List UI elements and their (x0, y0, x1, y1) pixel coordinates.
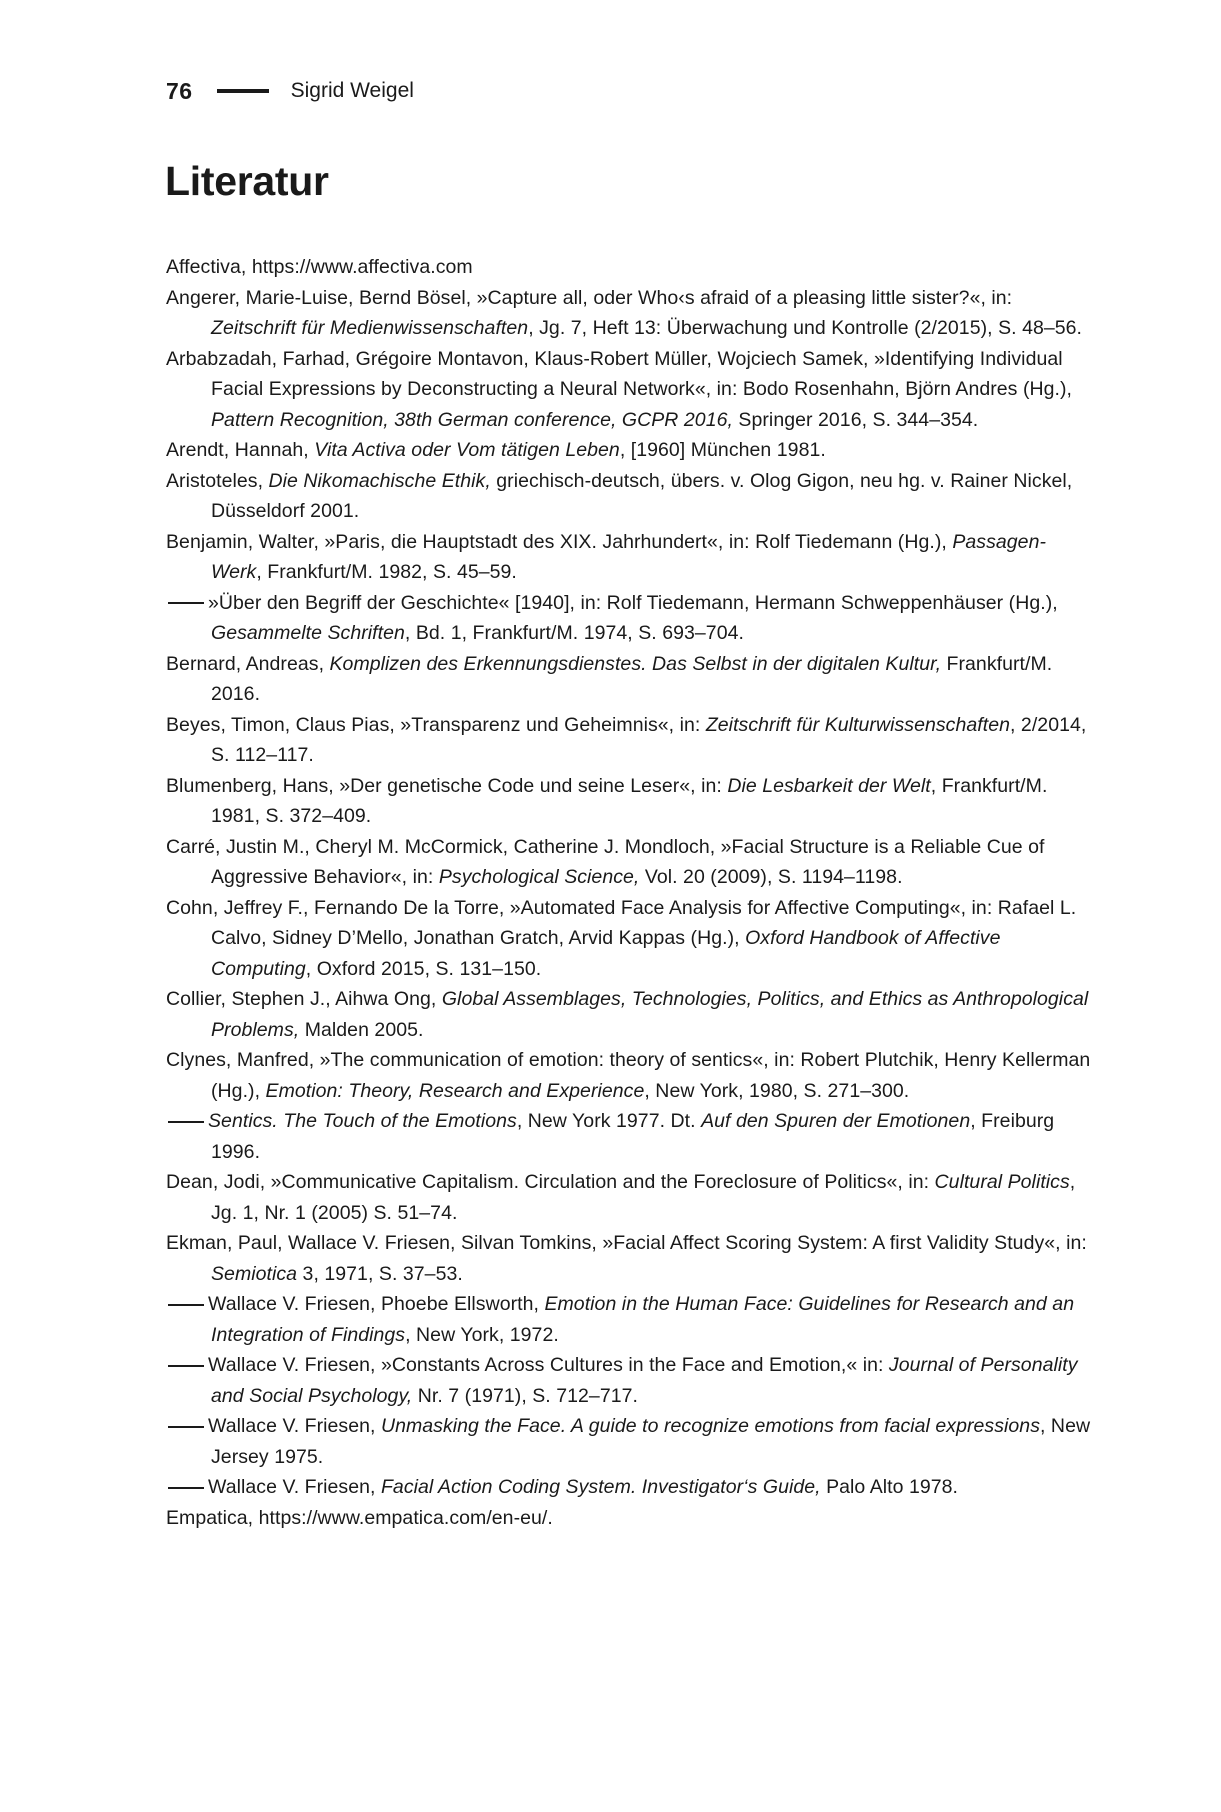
bibliography-entry (166, 1228, 1091, 1289)
entry-title-italic: Auf den Spuren der Emotionen (701, 1110, 971, 1132)
entry-text: Malden 2005. (299, 1018, 424, 1041)
running-header-author: Sigrid Weigel (290, 79, 414, 102)
entry-title-italic: Zeitschrift für Medienwissenschaften (211, 317, 529, 339)
entry-text: Springer 2016, S. 344–354. (732, 408, 979, 431)
entry-title-italic: Sentics. The Touch of the Emotions (208, 1110, 517, 1132)
bibliography-entry (166, 1503, 1091, 1534)
running-header (166, 74, 414, 108)
entry-title-italic: Emotion: Theory, Research and Experience (265, 1079, 645, 1102)
entry-title-italic: Unmasking the Face. A guide to recognize emotions from facial expressions (380, 1415, 1040, 1437)
entry-text: Wallace V. Friesen, »Constants Across Cultures in the Face and Emotion,« in: (208, 1354, 889, 1376)
entry-text: Benjamin, Walter, »Paris, die Hauptstadt des XIX. Jahrhundert«, in: Rolf Tiedemann (Hg.), (166, 530, 953, 553)
entry-text: »Über den Begriff der Geschichte« [1940], in: Rolf Tiedemann, Hermann Schweppenhäuser (Hg.), (208, 591, 1058, 614)
entry-text: , Jg. 7, Heft 13: Überwachung und Kontrolle (2/2015), S. 48–56. (528, 317, 1083, 339)
entry-title-italic: Journal of Personality and Social Psychology, (211, 1354, 1078, 1407)
entry-text: Beyes, Timon, Claus Pias, »Transparenz und Geheimnis«, in: (166, 713, 706, 736)
bibliography-entry (166, 283, 1091, 344)
bibliography-entry (166, 1472, 1091, 1503)
entry-title-italic: Die Nikomachische Ethik, (268, 469, 491, 492)
entry-text: Wallace V. Friesen, (208, 1476, 381, 1498)
entry-text: Cohn, Jeffrey F., Fernando De la Torre, »Automated Face Analysis for Affective Computing«, in: Rafael L. Calvo, Sidney D’Mello, Jonathan Gratch, Arvid Kappas (Hg.), (166, 896, 1077, 949)
entry-title-italic: Komplizen des Erkennungsdienstes. Das Selbst in der digitalen Kultur, (329, 652, 942, 675)
entry-title-italic: Vita Activa oder Vom tätigen Leben (314, 439, 620, 461)
entry-text: , [1960] München 1981. (619, 439, 826, 461)
bibliography-entry (166, 588, 1091, 649)
entry-text: , Oxford 2015, S. 131–150. (305, 957, 542, 980)
bibliography-entry (166, 527, 1091, 588)
entry-text: Clynes, Manfred, »The communication of emotion: theory of sentics«, in: Robert Plutchik, Henry Kellerman (Hg.), (166, 1049, 1091, 1102)
bibliography-entry (166, 984, 1091, 1045)
repeat-author-dash (168, 602, 204, 604)
entry-text: Ekman, Paul, Wallace V. Friesen, Silvan Tomkins, »Facial Affect Scoring System: A first Validity Study«, in: (166, 1232, 1087, 1254)
entry-text: Wallace V. Friesen, Phoebe Ellsworth, (208, 1293, 545, 1315)
entry-title-italic: Passagen-Werk (211, 530, 1047, 583)
bibliography-list (166, 252, 1091, 1533)
bibliography-entry (166, 435, 1091, 466)
entry-text: Empatica, https://www.empatica.com/en-eu/. (166, 1506, 553, 1529)
entry-title-italic: Zeitschrift für Kulturwissenschaften (705, 713, 1010, 736)
entry-text: griechisch-deutsch, übers. v. Olog Gigon, neu hg. v. Rainer Nickel, Düsseldorf 2001. (211, 469, 1073, 522)
entry-text: Bernard, Andreas, (166, 652, 330, 675)
entry-text: Nr. 7 (1971), S. 712–717. (412, 1384, 638, 1407)
bibliography-entry (166, 649, 1091, 710)
entry-text: Collier, Stephen J., Aihwa Ong, (166, 988, 442, 1010)
entry-text: , Jg. 1, Nr. 1 (2005) S. 51–74. (211, 1171, 1076, 1224)
entry-title-italic: Oxford Handbook of Affective Computing (211, 927, 1001, 980)
entry-text: , Frankfurt/M. 1982, S. 45–59. (256, 561, 517, 583)
repeat-author-dash (168, 1426, 204, 1428)
entry-text: Carré, Justin M., Cheryl M. McCormick, Catherine J. Mondloch, »Facial Structure is a Reliable Cue of Aggressive Behavior«, in: (166, 835, 1045, 888)
entry-text: Palo Alto 1978. (820, 1476, 959, 1498)
entry-title-italic: Die Lesbarkeit der Welt (727, 774, 931, 797)
entry-text: Dean, Jodi, »Communicative Capitalism. Circulation and the Foreclosure of Politics«, in: (166, 1171, 935, 1193)
entry-text: Frankfurt/M. 2016. (211, 652, 1053, 705)
entry-text: , New York, 1980, S. 271–300. (644, 1079, 910, 1102)
page-number: 76 (166, 77, 193, 104)
bibliography-entry (166, 466, 1091, 527)
repeat-author-dash (168, 1304, 204, 1306)
entry-text: , 2/2014, S. 112–117. (211, 713, 1087, 766)
entry-text: , New York 1977. Dt. (516, 1110, 702, 1132)
entry-text: , Bd. 1, Frankfurt/M. 1974, S. 693–704. (404, 622, 744, 644)
entry-title-italic: Emotion in the Human Face: Guidelines for Research and an Integration of Findings (211, 1293, 1075, 1346)
entry-text: , New York, 1972. (405, 1323, 559, 1346)
bibliography-entry (166, 771, 1091, 832)
bibliography-entry (166, 1106, 1091, 1167)
entry-title-italic: Gesammelte Schriften (211, 622, 405, 644)
entry-text: Arbabzadah, Farhad, Grégoire Montavon, Klaus-Robert Müller, Wojciech Samek, »Identifying Individual Facial Expressions by Deconstructing a Neural Network«, in: Bodo Rosenhahn, Björn Andres (Hg.), (166, 347, 1072, 400)
entry-text: Angerer, Marie-Luise, Bernd Bösel, »Capture all, oder Who‹s afraid of a pleasing little sister?«, in: (166, 286, 1013, 309)
entry-text: Vol. 20 (2009), S. 1194–1198. (639, 866, 903, 888)
entry-text: , Freiburg 1996. (211, 1110, 1055, 1163)
entry-text: 3, 1971, S. 37–53. (297, 1262, 463, 1285)
entry-title-italic: Cultural Politics (934, 1171, 1070, 1193)
repeat-author-dash (168, 1365, 204, 1367)
entry-title-italic: Psychological Science, (438, 866, 640, 888)
entry-title-italic: Facial Action Coding System. Investigator‘s Guide, (380, 1476, 821, 1498)
repeat-author-dash (168, 1487, 204, 1489)
bibliography-entry (166, 1411, 1091, 1472)
section-title: Literatur (165, 158, 329, 204)
entry-text: Arendt, Hannah, (166, 439, 315, 461)
entry-title-italic: Pattern Recognition, 38th German conference, GCPR 2016, (211, 408, 733, 431)
bibliography-entry (166, 252, 1091, 283)
repeat-author-dash (168, 1121, 204, 1123)
header-rule (217, 89, 269, 93)
bibliography-entry (166, 1167, 1091, 1228)
entry-text: Aristoteles, (166, 469, 269, 492)
bibliography-entry (166, 893, 1091, 985)
entry-text: Affectiva, https://www.affectiva.com (166, 256, 473, 278)
entry-text: Wallace V. Friesen, (208, 1415, 381, 1437)
entry-text: , New Jersey 1975. (211, 1415, 1091, 1468)
bibliography-entry (166, 1045, 1091, 1106)
bibliography-entry (166, 1289, 1091, 1350)
bibliography-entry (166, 344, 1091, 436)
entry-title-italic: Global Assemblages, Technologies, Politics, and Ethics as Anthropological Problems, (211, 988, 1089, 1041)
bibliography-entry (166, 710, 1091, 771)
entry-text: Blumenberg, Hans, »Der genetische Code und seine Leser«, in: (166, 774, 728, 797)
entry-title-italic: Semiotica (211, 1262, 298, 1285)
entry-text: , Frankfurt/M. 1981, S. 372–409. (211, 774, 1048, 827)
bibliography-entry (166, 1350, 1091, 1411)
bibliography-entry (166, 832, 1091, 893)
